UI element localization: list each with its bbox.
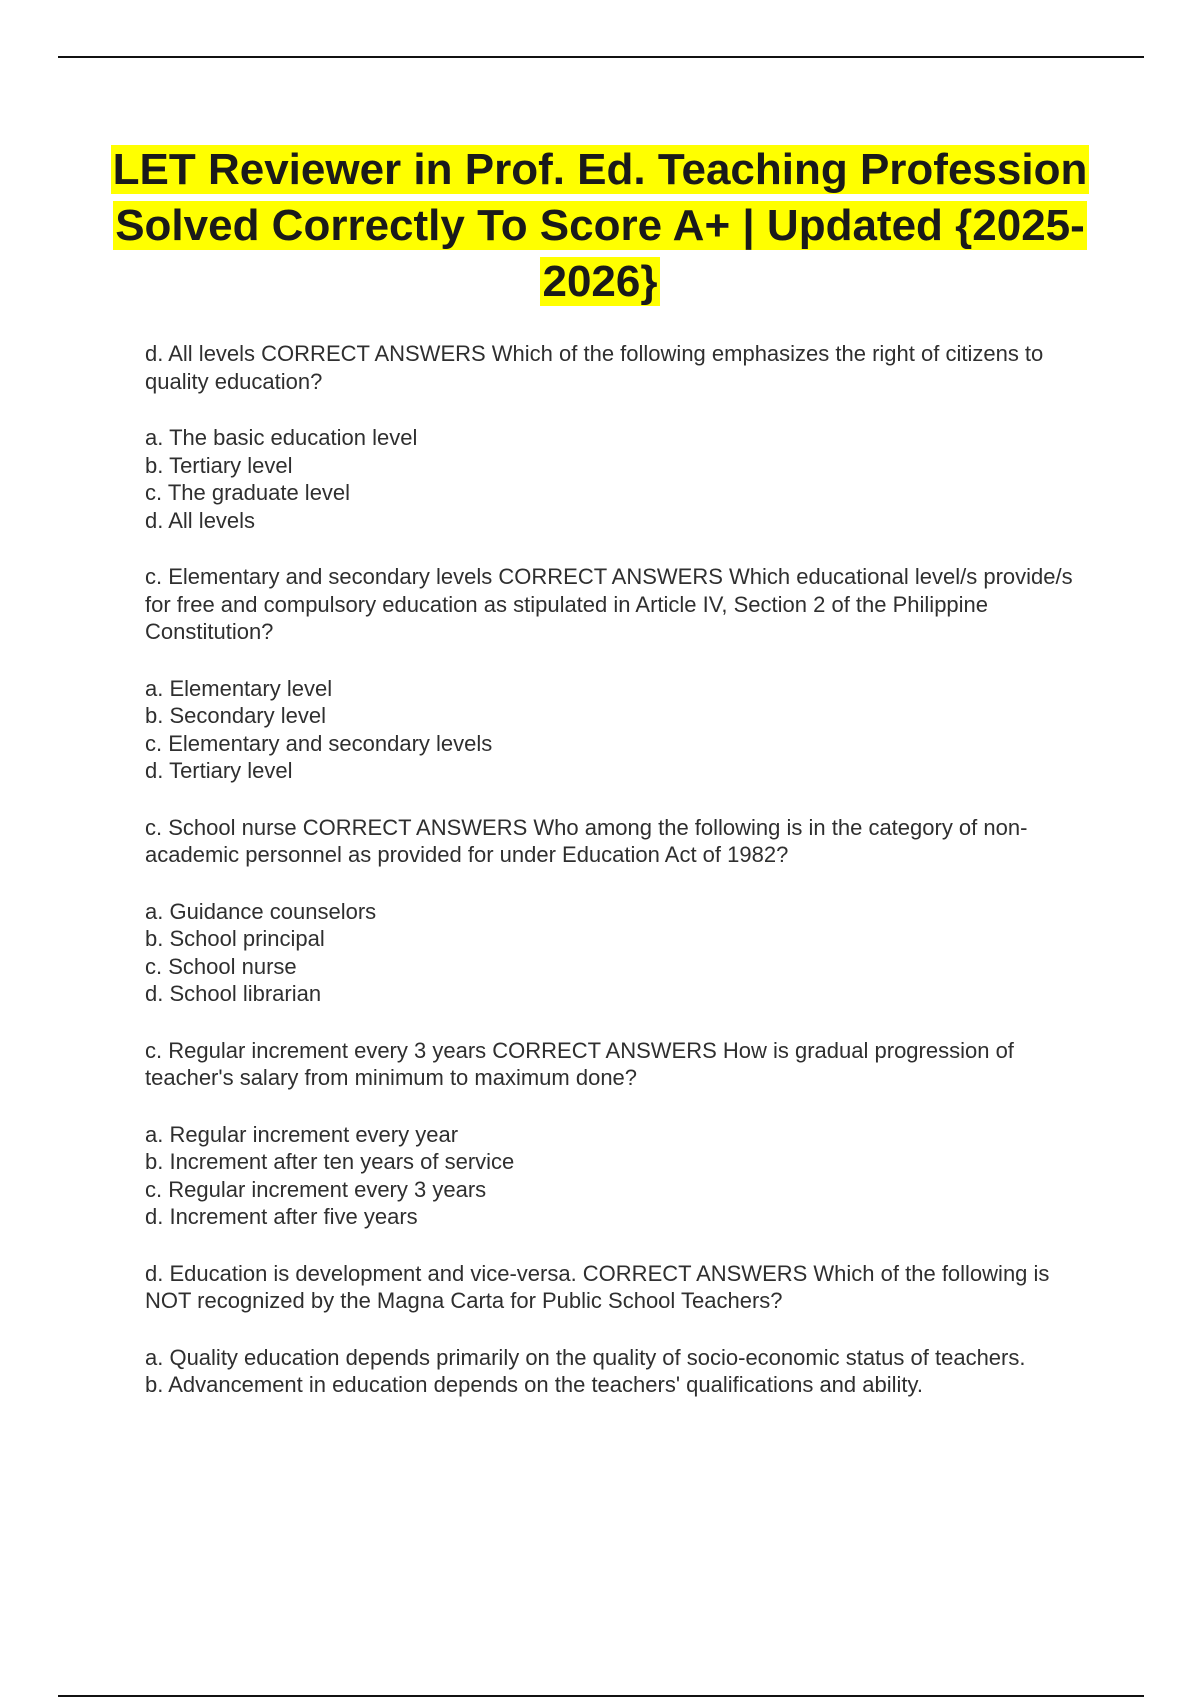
option-item: d. School librarian	[145, 981, 322, 1006]
options-list	[145, 1121, 1085, 1231]
header-rule	[58, 56, 1144, 58]
option-item: c. School nurse	[145, 953, 297, 979]
document-body	[145, 340, 1085, 1399]
footer-rule	[58, 1695, 1144, 1697]
question-block	[145, 814, 1085, 1008]
option-item: a. Elementary level	[145, 675, 333, 701]
option-item: b. Secondary level	[145, 703, 326, 728]
options-list	[145, 898, 1085, 1008]
question-block	[145, 1260, 1085, 1399]
option-item: a. Guidance counselors	[145, 898, 377, 924]
option-item: a. Quality education depends primarily on the quality of socio-economic status of teachers.	[145, 1344, 1026, 1370]
title-highlight: LET Reviewer in Prof. Ed. Teaching Profession Solved Correctly To Score A+ | Updated {2025-2026}	[112, 145, 1088, 306]
option-item: d. Tertiary level	[145, 758, 293, 783]
question-text: c. Elementary and secondary levels CORRECT ANSWERS Which educational level/s provide/s for free and compulsory education as stipulated in Article IV, Section 2 of the Philippine Constitution?	[145, 564, 1073, 644]
option-item: b. Advancement in education depends on the teachers' qualifications and ability.	[145, 1372, 923, 1397]
options-list	[145, 424, 1085, 534]
option-item: b. School principal	[145, 926, 325, 951]
question-block	[145, 340, 1085, 534]
question-block	[145, 563, 1085, 785]
option-item: a. Regular increment every year	[145, 1121, 459, 1147]
option-item: a. The basic education level	[145, 425, 418, 450]
options-list	[145, 675, 1085, 785]
option-item: c. Regular increment every 3 years	[145, 1176, 487, 1202]
option-item: c. Elementary and secondary levels	[145, 730, 493, 756]
question-block	[145, 1037, 1085, 1231]
question-text: d. All levels CORRECT ANSWERS Which of the following emphasizes the right of citizens to quality education?	[145, 341, 1044, 394]
document-title	[100, 142, 1100, 310]
option-item: d. All levels	[145, 507, 256, 533]
question-text: c. School nurse CORRECT ANSWERS Who among the following is in the category of non-academic personnel as provided for under Education Act of 1982?	[145, 814, 1028, 867]
question-text: d. Education is development and vice-versa. CORRECT ANSWERS Which of the following is NOT recognized by the Magna Carta for Public School Teachers?	[145, 1260, 1050, 1313]
option-item: b. Tertiary level	[145, 452, 293, 478]
question-text: c. Regular increment every 3 years CORRECT ANSWERS How is gradual progression of teacher's salary from minimum to maximum done?	[145, 1037, 1014, 1090]
option-item: c. The graduate level	[145, 480, 351, 505]
option-item: d. Increment after five years	[145, 1204, 418, 1229]
options-list	[145, 1344, 1085, 1399]
option-item: b. Increment after ten years of service	[145, 1149, 515, 1174]
